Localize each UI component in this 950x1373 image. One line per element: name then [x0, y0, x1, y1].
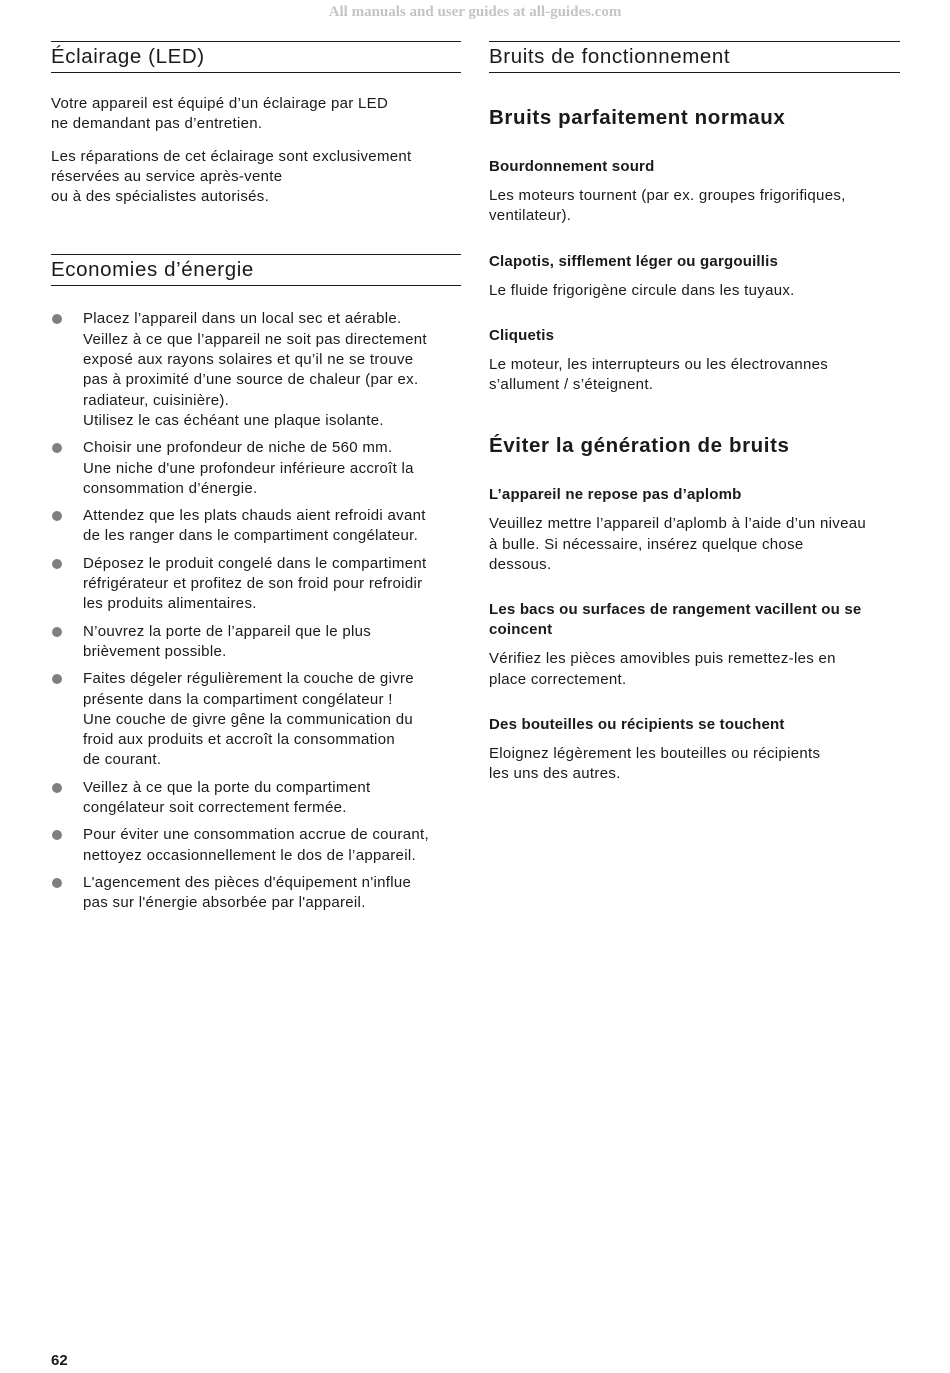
bullet-icon: [52, 674, 62, 684]
normaux-title: Bruits parfaitement normaux: [489, 106, 786, 129]
bullet-icon: [52, 783, 62, 793]
eviter-item: [489, 715, 900, 785]
item-text: Eloignez légèrement les bouteilles ou récipients les uns des autres.: [489, 744, 821, 783]
led-title: Éclairage (LED): [51, 41, 461, 73]
led-paragraph-1: Votre appareil est équipé d’un éclairage par LED ne demandant pas d’entretien.: [51, 95, 389, 133]
list-item-text: Placez l’appareil dans un local sec et aérable. Veillez à ce que l’appareil ne soit pas directement exposé aux rayons solaires et qu’il ne se trouve pas à proximité d’une source de chaleur (par ex. radiateur, cuisinière). Utilisez le cas échéant une plaque isolante.: [83, 310, 427, 429]
bullet-icon: [52, 830, 62, 840]
item-heading: Bourdonnement sourd: [489, 158, 655, 175]
item-text: Le fluide frigorigène circule dans les tuyaux.: [489, 281, 795, 299]
list-item-text: L'agencement des pièces d'équipement n'influe pas sur l'énergie absorbée par l'appareil.: [83, 873, 412, 912]
energie-title: Economies d’énergie: [51, 254, 461, 286]
bullet-icon: [52, 314, 62, 324]
list-item: [51, 309, 461, 431]
item-text: Veuillez mettre l’appareil d’aplomb à l’aide d’un niveau à bulle. Si nécessaire, insérez quelque chose dessous.: [489, 515, 867, 574]
list-item-text: Attendez que les plats chauds aient refroidi avant de les ranger dans le compartiment congélateur.: [83, 507, 426, 545]
right-column: [489, 41, 900, 785]
left-column: [51, 41, 461, 914]
list-item-text: Faites dégeler régulièrement la couche de givre présente dans la compartiment congélateur ! Une couche de givre gêne la communication du froid aux produits et accroît la consommation de courant.: [83, 670, 414, 769]
item-text: Le moteur, les interrupteurs ou les électrovannes s’allument / s’éteignent.: [489, 355, 829, 394]
list-item: [51, 669, 461, 770]
energie-list: [51, 309, 461, 913]
list-item-text: Veillez à ce que la porte du compartiment congélateur soit correctement fermée.: [83, 778, 371, 817]
list-item: [51, 825, 461, 866]
bullet-icon: [52, 443, 62, 453]
led-paragraph-2: Les réparations de cet éclairage sont exclusivement réservées au service après-vente ou à des spécialistes autorisés.: [51, 147, 412, 206]
item-heading: Clapotis, sifflement léger ou gargouillis: [489, 252, 779, 270]
list-item: [51, 778, 461, 819]
item-heading: L’appareil ne repose pas d’aplomb: [489, 486, 742, 504]
bullet-icon: [52, 878, 62, 888]
item-heading: Des bouteilles ou récipients se touchent: [489, 715, 785, 733]
item-text: Les moteurs tournent (par ex. groupes frigorifiques, ventilateur).: [489, 187, 846, 225]
item-text: Vérifiez les pièces amovibles puis remettez-les en place correctement.: [489, 650, 836, 688]
bullet-icon: [52, 627, 62, 637]
item-heading: Les bacs ou surfaces de rangement vacillent ou se coincent: [489, 601, 862, 639]
list-item: [51, 873, 461, 914]
bullet-icon: [52, 511, 62, 521]
list-item: [51, 438, 461, 499]
list-item-text: Choisir une profondeur de niche de 560 mm. Une niche d'une profondeur inférieure accroît la consommation d’énergie.: [83, 439, 414, 497]
list-item: [51, 554, 461, 615]
list-item-text: Pour éviter une consommation accrue de courant, nettoyez occasionnellement le dos de l’appareil.: [83, 826, 429, 864]
eviter-title: Éviter la génération de bruits: [489, 434, 790, 458]
list-item: [51, 506, 461, 547]
list-item: [51, 622, 461, 663]
list-item-text: N’ouvrez la porte de l’appareil que le plus brièvement possible.: [83, 622, 372, 660]
bruits-title: Bruits de fonctionnement: [489, 41, 900, 73]
page-number: 62: [51, 1352, 68, 1369]
eviter-item: [489, 485, 900, 575]
watermark: All manuals and user guides at all-guides.com: [328, 4, 622, 20]
normaux-item: [489, 326, 900, 396]
normaux-item: [489, 157, 900, 227]
bullet-icon: [52, 559, 62, 569]
item-heading: Cliquetis: [489, 326, 555, 344]
normaux-item: [489, 252, 900, 301]
list-item-text: Déposez le produit congelé dans le compartiment réfrigérateur et profitez de son froid pour refroidir les produits alimentaires.: [83, 554, 427, 613]
eviter-item: [489, 600, 900, 690]
